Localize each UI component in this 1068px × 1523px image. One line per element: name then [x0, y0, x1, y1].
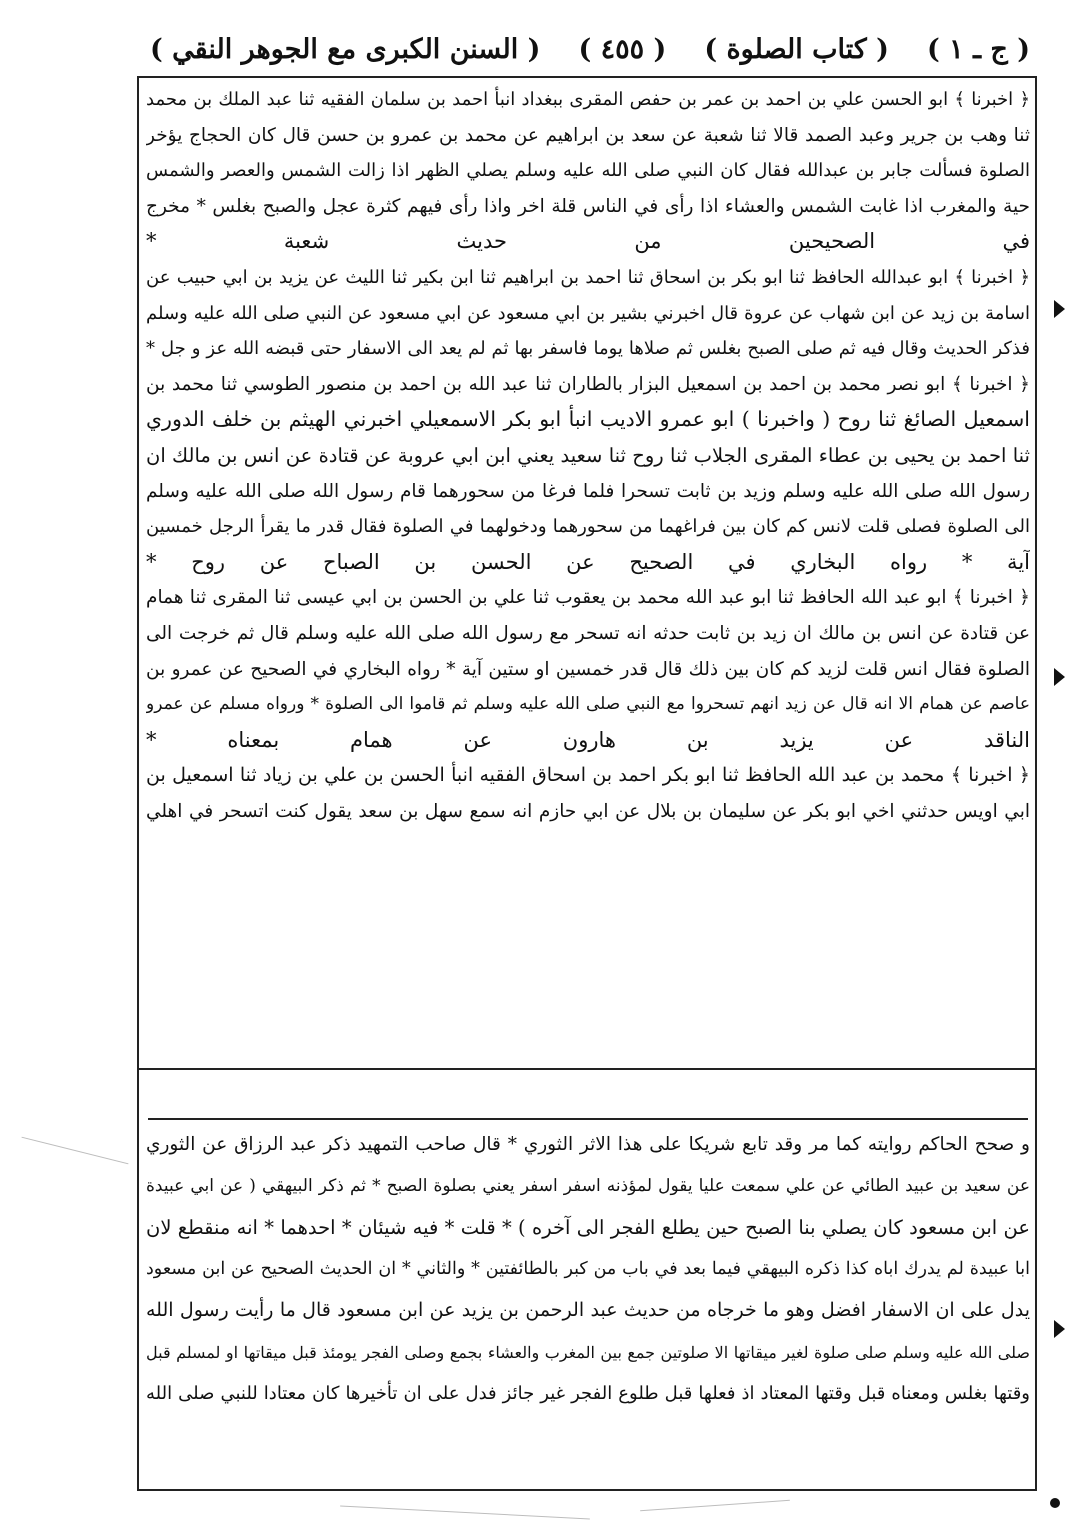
scan-streak — [340, 1505, 590, 1519]
scan-marker-icon — [1054, 668, 1065, 686]
main-line: عاصم عن همام الا انه قال عن زيد انهم تسحروا مع النبي صلى الله عليه وسلم ثم قاموا الى الصلوة * ورواه مسلم عن عمرو — [146, 694, 1030, 715]
main-line: ثنا وهب بن جرير وعبد الصمد قالا ثنا شعبة عن سعد بن ابراهيم عن محمد بن عمرو بن حسن قال كان الحجاج يؤخر — [146, 124, 1030, 146]
main-line: آية * رواه البخاري في الصحيح عن الحسن بن الصباح عن روح * — [146, 549, 1030, 574]
footnote-line: عن سعيد بن عبيد الطائي عن علي سمعت عليا يقول لمؤذنه اسفر اسفر يعني بصلوة الصبح * ثم ذكر البيهقي ( عن ابي عبيدة — [146, 1175, 1030, 1196]
scan-dot-icon — [1050, 1498, 1060, 1508]
scan-marker-icon — [1054, 300, 1065, 318]
page-header — [150, 26, 1030, 72]
main-line: اسامة بن زيد عن ابن شهاب عن عروة قال اخبرني بشير بن ابي مسعود عن ابي مسعود عن النبي صلى الله عليه وسلم — [146, 302, 1030, 324]
volume-label: ( ج ـ ١ ) — [926, 33, 1030, 65]
main-line: ثنا احمد بن يحيى بن عطاء المقرى الجلاب ثنا روح ثنا سعيد يعني ابن ابي عروبة عن قتادة عن انس بن مالك ان — [146, 443, 1030, 467]
footnote-text — [146, 1124, 1030, 1415]
main-line: ﴿ اخبرنا ﴾ ابو نصر محمد بن احمد بن اسمعيل البزار بالطاران ثنا عبد الله بن احمد بن منصور الطوسي ثنا محمد بن — [146, 373, 1030, 395]
book-title: ( السنن الكبرى مع الجوهر النقي ) — [150, 33, 541, 65]
main-line: اسمعيل الصائغ ثنا روح ( واخبرنا ) ابو عمرو الاديب انبأ ابو بكر الاسمعيلي اخبرني الهيثم بن خلف الدوري — [146, 407, 1030, 432]
main-line: ﴿ اخبرنا ﴾ ابو عبدالله الحافظ ثنا ابو بكر بن اسحاق ثنا احمد بن ابراهيم ثنا ابن بكير ثنا الليث عن يزيد بن ابي حبيب عن — [146, 266, 1030, 288]
main-line: الصلوة فسألت جابر بن عبدالله فقال كان النبي صلى الله عليه وسلم يصلي الظهر اذا زالت الشمس والعصر والشمس — [146, 160, 1030, 182]
main-line: الناقد عن يزيد بن هارون عن همام بمعناه * — [146, 727, 1030, 752]
main-separator — [137, 1068, 1037, 1070]
main-line: ﴿ اخبرنا ﴾ ابو عبد الله الحافظ ثنا ابو عبد الله محمد بن يعقوب ثنا علي بن الحسن بن ابي عيسى ثنا المقرى ثنا همام — [146, 587, 1030, 609]
main-line: رسول الله صلى الله عليه وسلم وزيد بن ثابت تسحرا فلما فرغا من سحورهما قام رسول الله صلى الله عليه وسلم — [146, 480, 1030, 502]
main-line: حية والمغرب اذا غابت الشمس والعشاء اذا رأى في الناس قلة اخر واذا رأى فيهم كثرة عجل والصبح بغلس * مخرج — [146, 195, 1030, 217]
chapter-title: ( كتاب الصلوة ) — [704, 33, 889, 65]
footnote-line: يدل على ان الاسفار افضل وهو ما خرجاه من حديث عبد الرحمن بن يزيد عن ابن مسعود قال ما رأيت رسول الله — [146, 1299, 1030, 1321]
main-line: الصلوة فقال انس قلت لزيد كم كان بين ذلك قال قدر خمسين او ستين آية * رواه البخاري في الصحيح عن عمرو بن — [146, 658, 1030, 680]
main-line: في الصحيحين من حديث شعبة * — [146, 229, 1030, 254]
footnote-line: و صحح الحاكم روايته كما مر وقد تابع شريكا على هذا الاثر الثوري * قال صاحب التمهيد ذكر عبد الرزاق عن الثوري — [146, 1134, 1030, 1155]
footnote-separator — [148, 1118, 1028, 1120]
scan-streak — [640, 1500, 790, 1511]
main-line: فذكر الحديث وقال فيه ثم صلى الصبح بغلس ثم صلاها يوما فاسفر بها ثم لم يعد الى الاسفار حتى قبضه الله عز و جل * — [146, 338, 1030, 360]
main-line: الى الصلوة فصلى قلت لانس كم كان بين فراغهما من سحورهما ودخولهما في الصلوة فقال قدر ما يقرأ الرجل خمسين — [146, 516, 1030, 538]
footnote-line: صلى الله عليه وسلم صلى صلوة لغير ميقاتها الا صلوتين جمع بين المغرب والعشاء بجمع وصلى الفجر يومئذ قبل ميقاتها او لمسلم قبل — [146, 1342, 1030, 1362]
page-number: ( ٤٥٥ ) — [578, 33, 667, 65]
scan-streak — [22, 1137, 129, 1165]
main-line: ﴿ اخبرنا ﴾ ابو الحسن علي بن احمد بن عمر بن حفص المقرى ببغداد انبأ احمد بن سلمان الفقيه ثنا عبد الملك بن محمد — [146, 89, 1030, 110]
footnote-line: ابا عبيدة لم يدرك اباه كذا ذكره البيهقي فيما بعد في باب من كبر بالطائفتين * والثاني * ان الحديث الصحيح عن ابن مسعود — [146, 1258, 1030, 1279]
scan-marker-icon — [1054, 1320, 1065, 1338]
main-text — [146, 82, 1030, 829]
main-line: ﴿ اخبرنا ﴾ محمد بن عبد الله الحافظ ثنا ابو بكر احمد بن اسحاق الفقيه انبأ الحسن بن علي بن زياد ثنا اسمعيل بن — [146, 764, 1030, 787]
main-line: ابي اويس حدثني اخي ابو بكر عن سليمان بن بلال عن ابي حازم انه سمع سهل بن سعد يقول كنت اتسحر في اهلي — [146, 800, 1030, 822]
main-line: عن قتادة عن انس بن مالك ان زيد بن ثابت حدثه انه تسحر مع رسول الله صلى الله عليه وسلم قال ثم خرجت الى — [146, 622, 1030, 644]
footnote-line: وقتها بغلس ومعناه قبل وقتها المعتاد اذ فعلها قبل طلوع الفجر غير جائز فدل على ان تأخيرها كان معتادا للنبي صلى الله — [146, 1383, 1030, 1404]
footnote-line: عن ابن مسعود كان يصلي بنا الصبح حين يطلع الفجر الى آخره ) * قلت * فيه شيئان * احدهما * انه منقطع لان — [146, 1216, 1030, 1239]
